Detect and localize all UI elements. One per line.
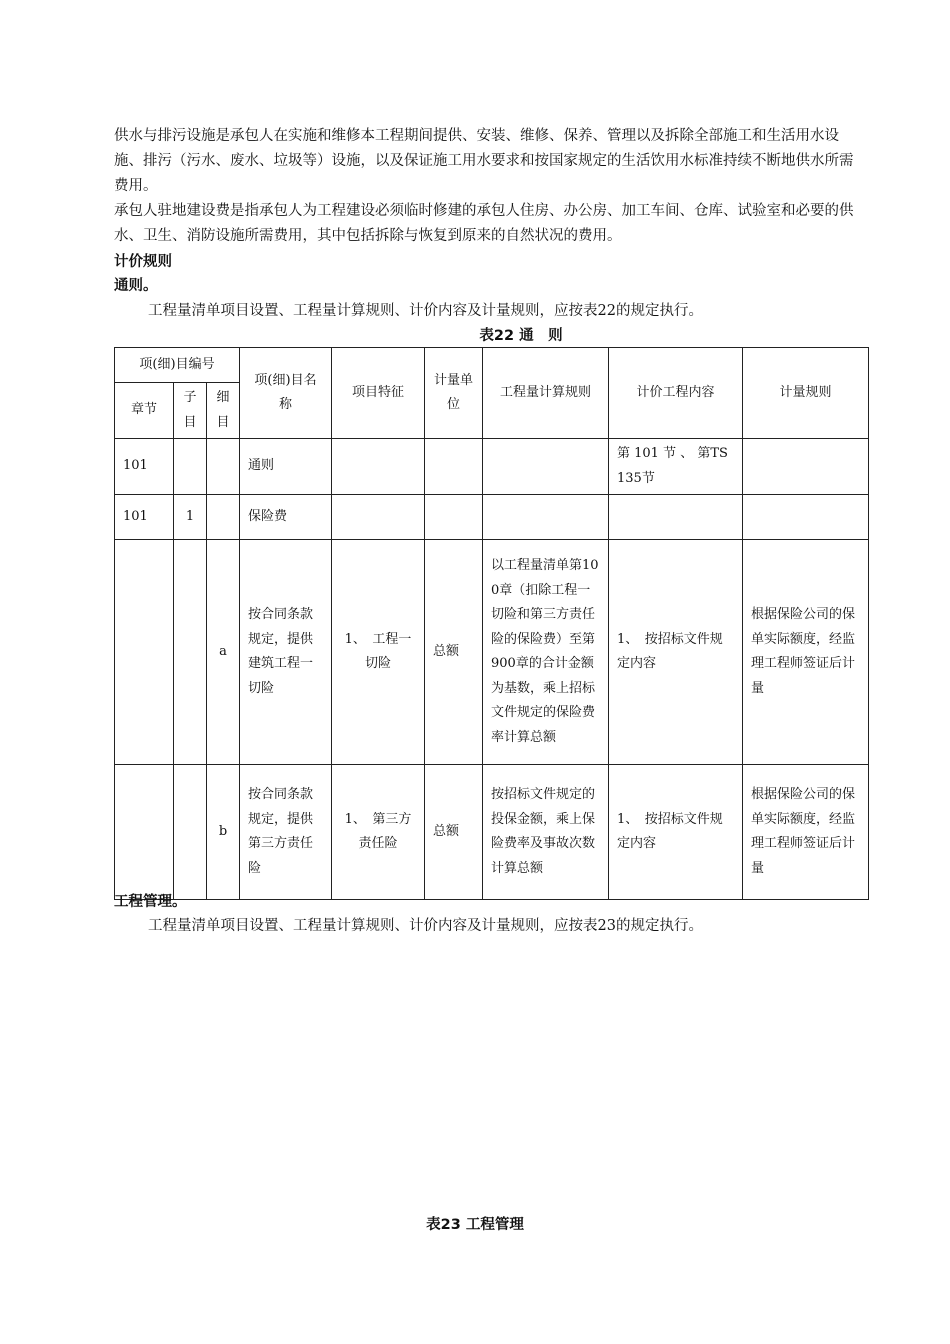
cell-unit: 总额 <box>425 540 483 765</box>
cell-name: 通则 <box>240 439 332 495</box>
paragraph-camp-construction: 承包人驻地建设费是指承包人为工程建设必须临时修建的承包人住房、办公房、加工车间、仓库、试验室和必要的供水、卫生、消防设施所需费用，其中包括拆除与恢复到原来的自然状况的费用。 <box>114 203 854 244</box>
header-content: 计价工程内容 <box>609 348 743 439</box>
cell-name: 按合同条款规定，提供第三方责任险 <box>240 765 332 900</box>
cell-sub <box>174 765 207 900</box>
cell-detail <box>207 439 240 495</box>
cell-unit: 总额 <box>425 765 483 900</box>
table-row <box>115 495 869 540</box>
header-item-name: 项(细)目名称 <box>240 348 332 439</box>
paragraph-water-supply: 供水与排污设施是承包人在实施和维修本工程期间提供、安装、维修、保养、管理以及拆除全部施工和生活用水设施、排污（污水、废水、垃圾等）设施，以及保证施工用水要求和按国家规定的生活饮用水标准持续不断地供水所需费用。 <box>114 128 854 194</box>
cell-features <box>332 495 425 540</box>
cell-detail: b <box>207 765 240 900</box>
table23-caption: 表23 工程管理 <box>426 1217 524 1233</box>
cell-unit <box>425 495 483 540</box>
cell-content: 第 101 节 、 第TS135节 <box>609 439 743 495</box>
heading-pricing-rules: 计价规则 <box>114 254 172 270</box>
header-unit: 计量单位 <box>425 348 483 439</box>
table-row <box>115 540 869 765</box>
header-detail: 细目 <box>207 383 240 439</box>
cell-calc: 以工程量清单第100章（扣除工程一切险和第三方责任险的保险费）至第900章的合计金额为基数，乘上招标文件规定的保险费率计算总额 <box>483 540 609 765</box>
cell-name: 按合同条款规定，提供建筑工程一切险 <box>240 540 332 765</box>
cell-content <box>609 495 743 540</box>
table22-general <box>114 347 869 900</box>
cell-unit <box>425 439 483 495</box>
cell-calc <box>483 495 609 540</box>
header-item-code: 项(细)目编号 <box>115 348 240 383</box>
cell-features: 1、 第三方责任险 <box>332 765 425 900</box>
header-calc-rule: 工程量计算规则 <box>483 348 609 439</box>
cell-name: 保险费 <box>240 495 332 540</box>
cell-features <box>332 439 425 495</box>
cell-detail: a <box>207 540 240 765</box>
cell-measure <box>743 439 869 495</box>
cell-calc <box>483 439 609 495</box>
cell-measure: 根据保险公司的保单实际额度，经监理工程师签证后计量 <box>743 540 869 765</box>
cell-content: 1、 按招标文件规定内容 <box>609 540 743 765</box>
cell-measure: 根据保险公司的保单实际额度，经监理工程师签证后计量 <box>743 765 869 900</box>
table-row <box>115 765 869 900</box>
table22-reference-note: 工程量清单项目设置、工程量计算规则、计价内容及计量规则，应按表22的规定执行。 <box>148 303 703 319</box>
cell-chapter: 101 <box>115 439 174 495</box>
table22-caption: 表22 通 则 <box>479 328 563 344</box>
cell-sub <box>174 439 207 495</box>
cell-content: 1、 按招标文件规定内容 <box>609 765 743 900</box>
header-features: 项目特征 <box>332 348 425 439</box>
cell-sub <box>174 540 207 765</box>
table23-reference-note: 工程量清单项目设置、工程量计算规则、计价内容及计量规则，应按表23的规定执行。 <box>148 918 703 934</box>
header-measure-rule: 计量规则 <box>743 348 869 439</box>
heading-general: 通则。 <box>114 278 158 294</box>
cell-chapter: 101 <box>115 495 174 540</box>
cell-calc: 按招标文件规定的投保金额，乘上保险费率及事故次数计算总额 <box>483 765 609 900</box>
table-header-row <box>115 348 869 383</box>
cell-measure <box>743 495 869 540</box>
heading-project-management: 工程管理。 <box>114 894 187 910</box>
header-sub: 子目 <box>174 383 207 439</box>
header-chapter: 章节 <box>115 383 174 439</box>
cell-detail <box>207 495 240 540</box>
cell-features: 1、 工程一切险 <box>332 540 425 765</box>
cell-chapter <box>115 540 174 765</box>
cell-sub: 1 <box>174 495 207 540</box>
table-row <box>115 439 869 495</box>
cell-chapter <box>115 765 174 900</box>
